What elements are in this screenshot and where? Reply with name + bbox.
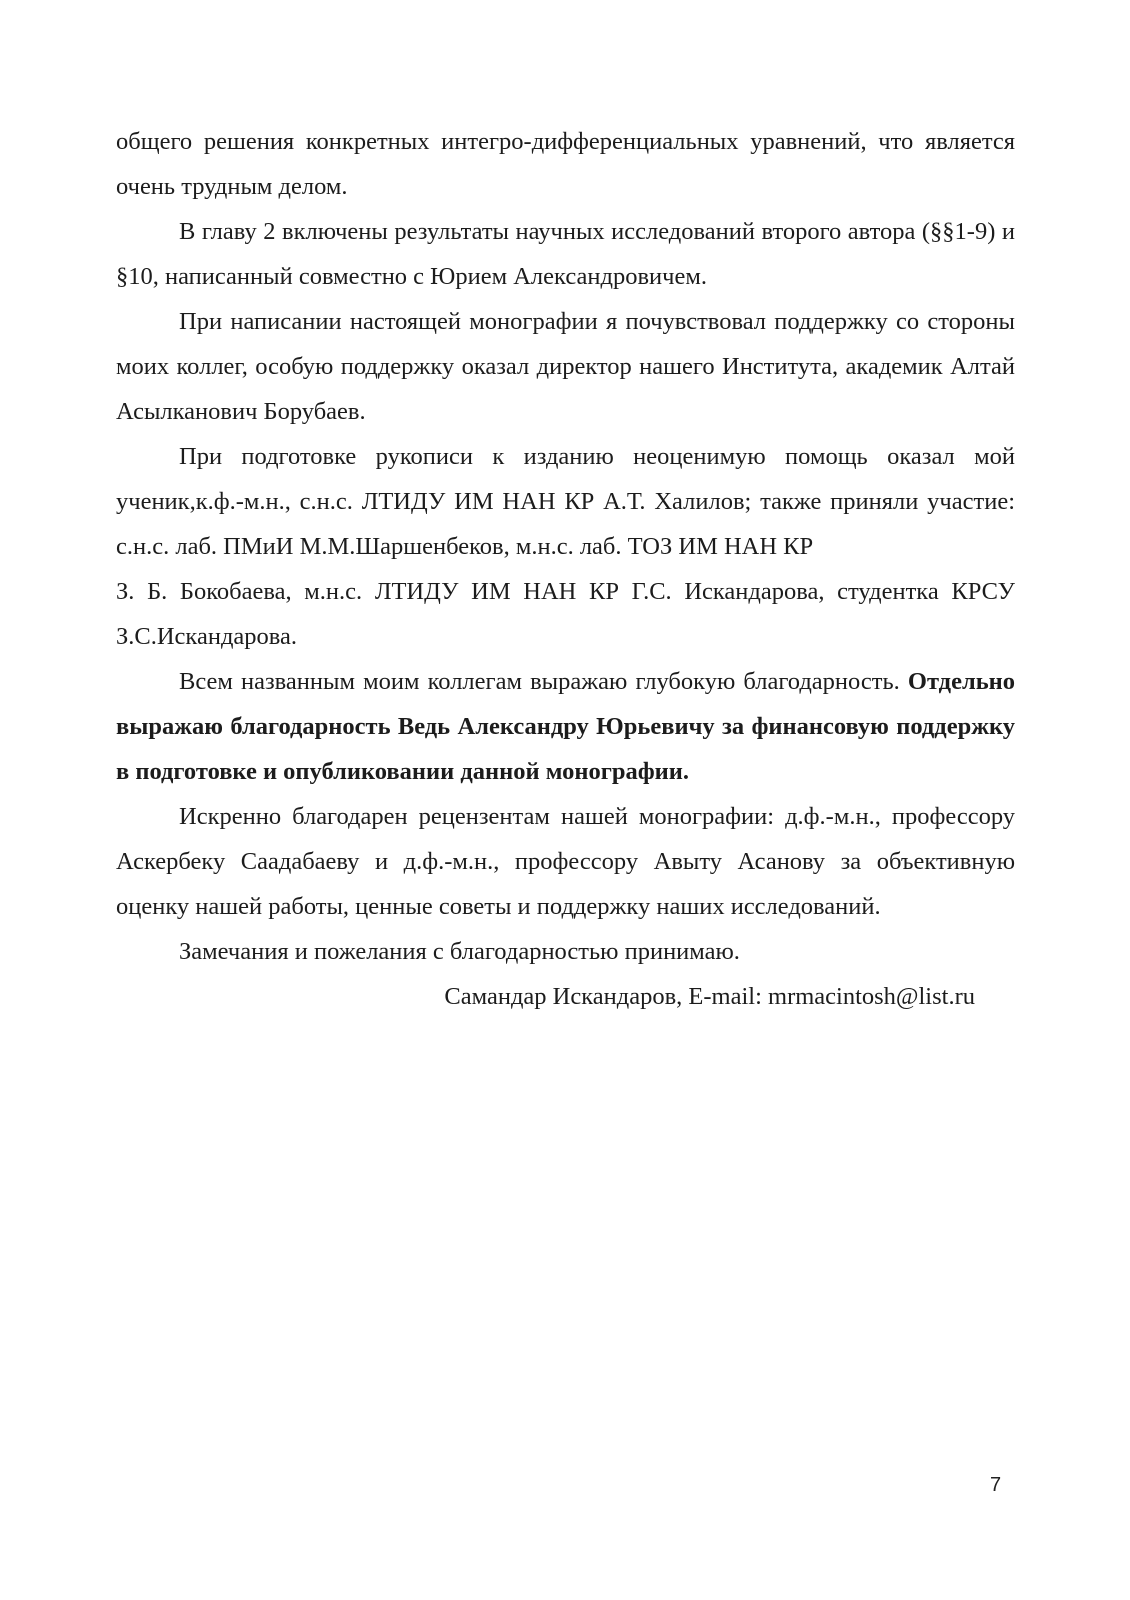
- paragraph-reviewers: Искренно благодарен рецензентам нашей монографии: д.ф.-м.н., профессору Аскербеку Саадабаеву и д.ф.-м.н., профессору Авыту Асанову за объективную оценку нашей работы, ценные советы и поддержку наших исследований.: [116, 803, 1015, 920]
- paragraph-continuation: общего решения конкретных интегро-дифференциальных уравнений, что является очень трудным делом.: [116, 128, 1015, 200]
- paragraph-manuscript-help: При подготовке рукописи к изданию неоценимую помощь оказал мой ученик,к.ф.-м.н., с.н.с. ЛТИДУ ИМ НАН КР А.Т. Халилов; также приняли участие: с.н.с. лаб. ПМиИ М.М.Шаршенбеков, м.н.с. лаб. ТОЗ ИМ НАН КР: [116, 443, 1015, 560]
- paragraph-gratitude: [116, 659, 1015, 794]
- gratitude-bold-text: Отдельно выражаю благодарность Ведь Александру Юрьевичу за финансовую поддержку в подготовке и опубликовании данной монографии.: [116, 668, 1016, 785]
- paragraph-chapter-2: В главу 2 включены результаты научных исследований второго автора (§§1-9) и §10, написанный совместно с Юрием Александровичем.: [116, 218, 1015, 290]
- paragraph-support: При написании настоящей монографии я почувствовал поддержку со стороны моих коллег, особую поддержку оказал директор нашего Института, академик Алтай Асылканович Борубаев.: [116, 308, 1015, 425]
- gratitude-text: Всем названным моим коллегам выражаю глубокую благодарность.: [179, 668, 900, 695]
- paragraph-remarks: Замечания и пожелания с благодарностью принимаю.: [179, 938, 740, 965]
- body-text: [116, 119, 1015, 1019]
- page-number: 7: [990, 1474, 1002, 1496]
- paragraph-manuscript-help-cont: З. Б. Бокобаева, м.н.с. ЛТИДУ ИМ НАН КР Г.С. Искандарова, студентка КРСУ З.С.Искандарова.: [116, 578, 1015, 650]
- author-signature: Самандар Искандаров, E-mail: mrmacintosh@list.ru: [444, 983, 975, 1010]
